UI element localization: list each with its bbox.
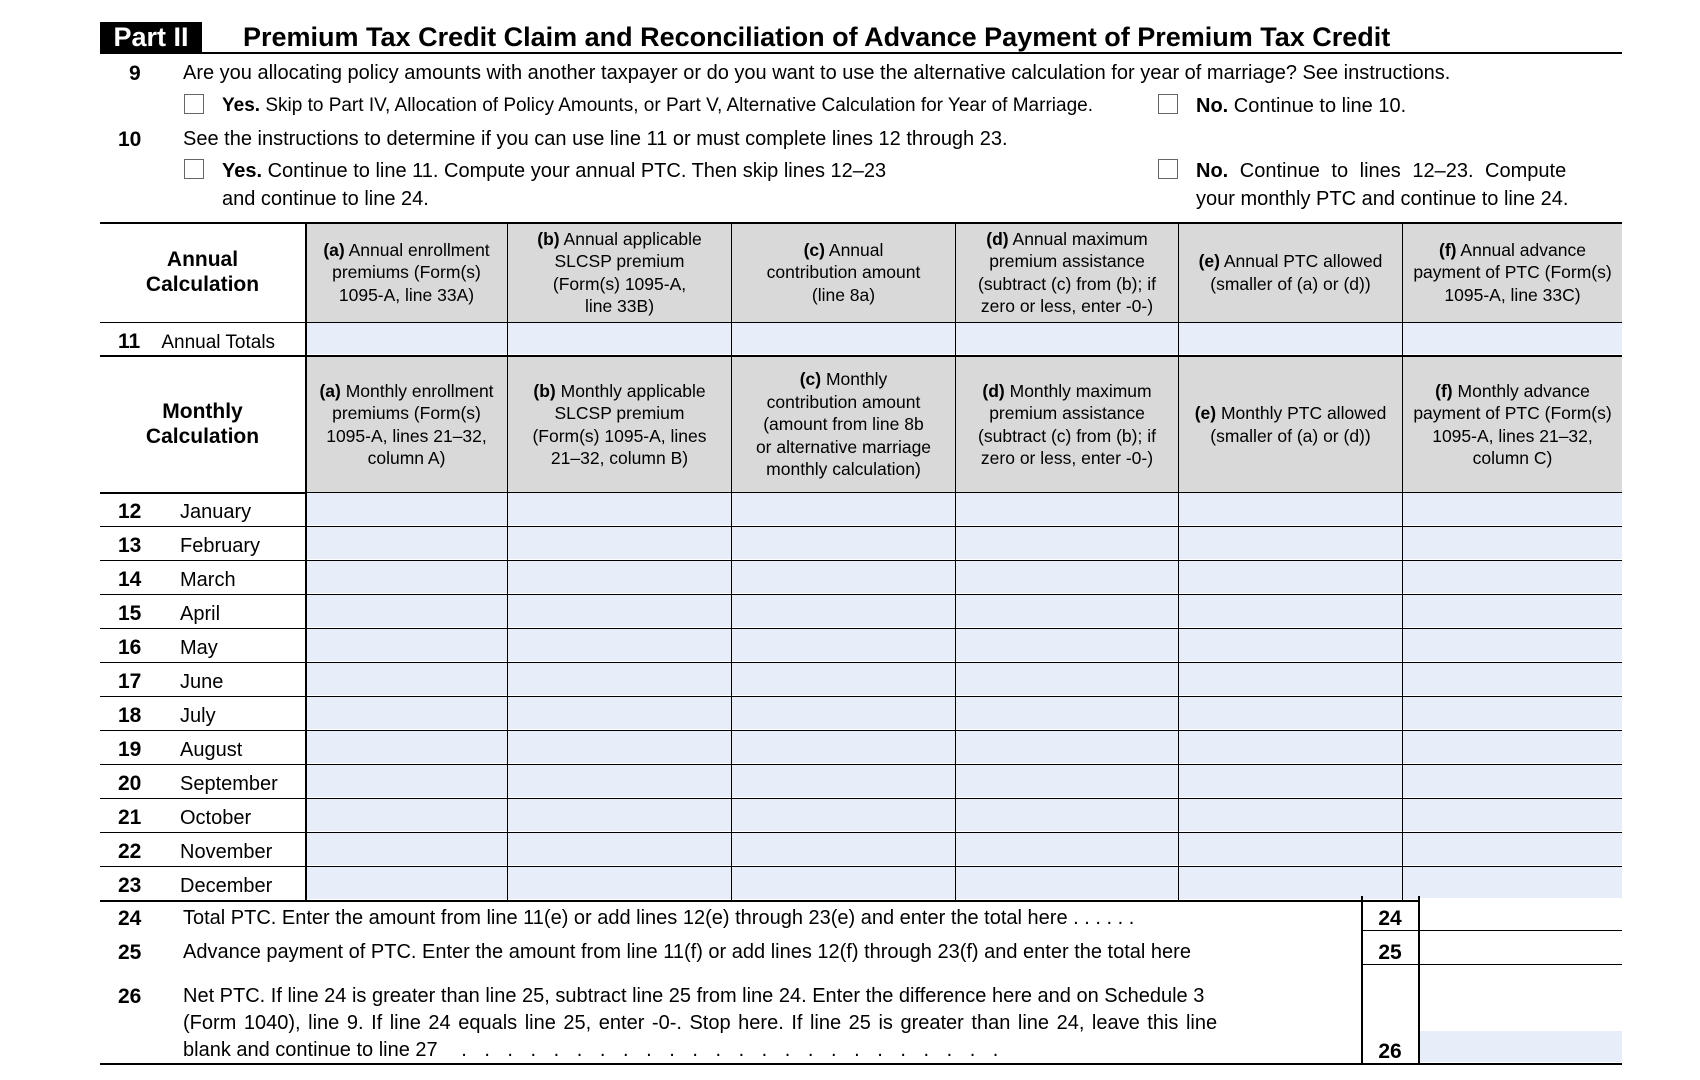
- month-april-field-e[interactable]: [1179, 595, 1402, 627]
- month-march-field-f[interactable]: [1403, 561, 1622, 593]
- annual-column-header-a-line-text: 1095-A, line 33A): [338, 284, 475, 305]
- monthly-column-header-f-line-text: column C): [1472, 448, 1553, 468]
- monthly-column-header-c: [732, 357, 955, 492]
- monthly-column-header-d-text: [978, 380, 1156, 470]
- month-name: April: [180, 603, 221, 625]
- monthly-column-header-f-line-text: Monthly advance: [1457, 380, 1590, 401]
- line-10-no-checkbox[interactable]: [1158, 159, 1178, 179]
- month-row-label: [118, 534, 260, 558]
- monthly-column-header-c-text: [756, 368, 931, 481]
- monthly-column-header-f-line-text: 1095-A, lines 21–32,: [1432, 425, 1593, 446]
- monthly-column-header-c-line-text: (amount from line 8b: [763, 414, 924, 435]
- month-september-field-b[interactable]: [508, 765, 731, 797]
- monthly-column-header-c-line: [756, 458, 931, 481]
- annual-column-header-c-text: [767, 239, 921, 307]
- monthly-column-header-c-line: [756, 368, 931, 391]
- month-august-field-d[interactable]: [956, 731, 1178, 763]
- month-july-field-e[interactable]: [1179, 697, 1402, 729]
- monthly-column-header-a-text: [319, 380, 493, 470]
- annual-column-header-f-line-text: 1095-A, line 33C): [1444, 284, 1581, 305]
- month-january-field-f[interactable]: [1403, 493, 1622, 525]
- month-march-field-e[interactable]: [1179, 561, 1402, 593]
- month-august-field-b[interactable]: [508, 731, 731, 763]
- line-9-no-option: [1196, 95, 1406, 118]
- month-december-field-a[interactable]: [306, 867, 507, 899]
- month-may-field-b[interactable]: [508, 629, 731, 661]
- annual-column-header-c-letter: (c): [803, 239, 825, 260]
- monthly-column-header-c-line: [756, 436, 931, 459]
- monthly-column-header-f-text: [1413, 380, 1611, 470]
- line-10-no-text: Continue to lines 12–23. Compute: [1239, 160, 1567, 182]
- month-row-label: [118, 874, 272, 898]
- month-november-field-b[interactable]: [508, 833, 731, 865]
- line-24-box-label: 24: [1378, 907, 1402, 930]
- month-january-field-b[interactable]: [508, 493, 731, 525]
- line-9-no-label: No.: [1196, 95, 1229, 117]
- monthly-column-header-b-line: [532, 425, 706, 448]
- monthly-column-header-d-line: [978, 380, 1156, 403]
- monthly-column-header-e-line: [1195, 425, 1387, 448]
- month-october-field-b[interactable]: [508, 799, 731, 831]
- annual-column-header-a-line-text: premiums (Form(s): [332, 262, 481, 283]
- line-10-no-label: No.: [1196, 160, 1229, 182]
- annual-column-header-e-line: [1199, 250, 1383, 273]
- month-july-field-b[interactable]: [508, 697, 731, 729]
- monthly-column-header-b-line-text: Monthly applicable: [560, 380, 706, 401]
- month-line-number: 23: [118, 874, 142, 897]
- monthly-column-header-a-line-text: column A): [367, 448, 446, 468]
- annual-column-header-e-letter: (e): [1198, 251, 1220, 271]
- month-march-field-c[interactable]: [732, 561, 955, 593]
- monthly-column-header-b: [508, 357, 731, 492]
- month-february-field-f[interactable]: [1403, 527, 1622, 559]
- annual-column-header-b-line-text: (Form(s) 1095-A,: [552, 273, 687, 294]
- line-9-yes-label: Yes.: [222, 95, 261, 116]
- annual-column-header-d-line-text: Annual maximum: [1012, 228, 1148, 249]
- month-october-field-f[interactable]: [1403, 799, 1622, 831]
- month-row-label: [118, 602, 220, 626]
- month-september-field-c[interactable]: [732, 765, 955, 797]
- line-26-text-2: (Form 1040), line 9. If line 24 equals line 25, enter -0-. Stop here. If line 25 is greater than line 24, leave this line: [183, 1012, 1218, 1034]
- annual-column-header-a-line: [323, 284, 489, 307]
- part-header: [100, 22, 1622, 54]
- month-name: March: [180, 569, 236, 591]
- month-september-field-f[interactable]: [1403, 765, 1622, 797]
- monthly-column-header-e-letter: (e): [1194, 403, 1217, 423]
- annual-column-header-f-line-text: payment of PTC (Form(s): [1413, 262, 1612, 283]
- month-line-number: 21: [118, 806, 142, 829]
- month-december-field-b[interactable]: [508, 867, 731, 899]
- month-name: September: [180, 773, 278, 795]
- annual-column-header-b-line: [537, 295, 701, 318]
- annual-column-header-c-line: [767, 239, 921, 262]
- line-9-question: Are you allocating policy amounts with another taxpayer or do you want to use the alternative calculation for year of marriage? See instructions.: [183, 62, 1451, 84]
- monthly-column-header-a-line: [319, 380, 493, 403]
- month-december-field-c[interactable]: [732, 867, 955, 899]
- line-24-amount-field[interactable]: [1420, 898, 1622, 930]
- annual-column-header-d-text: [978, 228, 1156, 318]
- month-november-field-c[interactable]: [732, 833, 955, 865]
- month-september-field-d[interactable]: [956, 765, 1178, 797]
- line-10-yes-checkbox[interactable]: [184, 159, 204, 179]
- annual-column-header-d-line: [978, 295, 1156, 318]
- annual-column-header-c-line: [767, 284, 921, 307]
- month-may-field-d[interactable]: [956, 629, 1178, 661]
- monthly-column-header-e: [1179, 357, 1402, 492]
- part-label: Part II: [100, 22, 202, 52]
- month-march-field-d[interactable]: [956, 561, 1178, 593]
- month-december-field-e[interactable]: [1179, 867, 1402, 899]
- month-line-number: 22: [118, 840, 142, 863]
- annual-column-header-b-line-text: Annual applicable: [563, 228, 702, 249]
- line-26-number: 26: [118, 985, 142, 1008]
- monthly-column-header-a-letter: (a): [319, 380, 341, 401]
- monthly-column-header-a-line-text: 1095-A, lines 21–32,: [326, 425, 487, 446]
- month-may-field-a[interactable]: [306, 629, 507, 661]
- line-25-amount-field[interactable]: [1420, 932, 1622, 964]
- annual-column-header-d-letter: (d): [986, 228, 1009, 249]
- column-divider-2: [731, 222, 732, 900]
- annual-label-line-2: Calculation: [145, 273, 260, 296]
- month-october-field-c[interactable]: [732, 799, 955, 831]
- month-january-field-c[interactable]: [732, 493, 955, 525]
- monthly-calculation-label: [100, 355, 305, 492]
- monthly-column-header-f-line: [1413, 425, 1611, 448]
- month-september-field-e[interactable]: [1179, 765, 1402, 797]
- line-9-yes-option: [222, 95, 1093, 117]
- monthly-column-header-b-line: [532, 380, 706, 403]
- annual-column-header-d-line: [978, 273, 1156, 296]
- annual-column-header-e-text: [1199, 250, 1383, 295]
- annual-column-header-e-line-text: Annual PTC allowed: [1223, 251, 1383, 271]
- month-october-field-a[interactable]: [306, 799, 507, 831]
- line-10-question: See the instructions to determine if you can use line 11 or must complete lines 12 through 23.: [183, 128, 1008, 150]
- line-26-leader-dots: . . . . . . . . . . . . . . . . . . . . . . . .: [461, 1039, 999, 1061]
- month-february-field-e[interactable]: [1179, 527, 1402, 559]
- monthly-column-header-b-line-text: (Form(s) 1095-A, lines: [532, 425, 707, 446]
- month-october-field-e[interactable]: [1179, 799, 1402, 831]
- column-divider-0: [305, 222, 307, 900]
- month-row-label: [118, 738, 242, 762]
- line-10-yes-label: Yes.: [222, 160, 263, 182]
- annual-column-header-b-line-text: SLCSP premium: [554, 251, 685, 271]
- table-top-rule: [100, 222, 1622, 224]
- month-row-label: [118, 500, 251, 524]
- month-january-field-a[interactable]: [306, 493, 507, 525]
- month-name: July: [180, 705, 216, 727]
- monthly-label-line-1: Monthly: [162, 399, 243, 423]
- month-october-field-d[interactable]: [956, 799, 1178, 831]
- month-row-label: [118, 636, 218, 660]
- monthly-column-header-f-letter: (f): [1435, 380, 1453, 401]
- month-september-field-a[interactable]: [306, 765, 507, 797]
- annual-column-header-d-line-text: (subtract (c) from (b); if: [978, 273, 1156, 294]
- month-line-number: 16: [118, 636, 142, 659]
- annual-column-header-a-letter: (a): [323, 239, 345, 260]
- month-line-number: 18: [118, 704, 142, 727]
- monthly-column-header-e-line-text: (smaller of (a) or (d)): [1210, 425, 1371, 446]
- month-row-label: [118, 704, 216, 728]
- line-9-number: 9: [129, 62, 141, 85]
- annual-column-header-f-line: [1413, 239, 1611, 262]
- monthly-column-header-b-line-text: 21–32, column B): [550, 448, 689, 468]
- annual-column-header-f-letter: (f): [1439, 239, 1457, 260]
- monthly-column-header-c-line-text: monthly calculation): [766, 459, 921, 480]
- line-9-yes-text: Skip to Part IV, Allocation of Policy Amounts, or Part V, Alternative Calculation for Year of Marriage.: [265, 95, 1093, 116]
- annual-column-header-b-line: [537, 273, 701, 296]
- annual-column-header-c: [732, 223, 955, 322]
- line-25-number: 25: [118, 941, 142, 964]
- month-line-number: 20: [118, 772, 142, 795]
- monthly-column-header-c-line: [756, 391, 931, 414]
- month-february-field-a[interactable]: [306, 527, 507, 559]
- monthly-column-header-f-line: [1413, 447, 1611, 470]
- monthly-column-header-c-line-text: contribution amount: [766, 391, 921, 412]
- month-march-field-a[interactable]: [306, 561, 507, 593]
- annual-column-header-c-line: [767, 261, 921, 284]
- part-title: Premium Tax Credit Claim and Reconciliation of Advance Payment of Premium Tax Credit: [243, 22, 1391, 52]
- annual-label-line-1: Annual: [166, 248, 239, 271]
- annual-column-header-c-line-text: contribution amount: [766, 262, 921, 283]
- monthly-column-header-b-line-text: SLCSP premium: [554, 403, 685, 423]
- month-june-field-c[interactable]: [732, 663, 955, 695]
- monthly-column-header-f-line: [1413, 380, 1611, 403]
- line-9-no-checkbox[interactable]: [1158, 94, 1178, 114]
- month-july-field-c[interactable]: [732, 697, 955, 729]
- month-name: May: [180, 637, 218, 659]
- month-april-field-a[interactable]: [306, 595, 507, 627]
- monthly-column-header-d-line-text: Monthly maximum: [1009, 380, 1152, 401]
- annual-column-header-a: [306, 223, 507, 322]
- month-line-number: 19: [118, 738, 142, 761]
- line-10-yes-text: Continue to line 11. Compute your annual PTC. Then skip lines 12–23: [267, 160, 887, 182]
- month-july-field-a[interactable]: [306, 697, 507, 729]
- month-july-field-d[interactable]: [956, 697, 1178, 729]
- line-24-number: 24: [118, 907, 142, 930]
- annual-column-header-a-text: [323, 239, 489, 307]
- month-name: December: [180, 875, 273, 897]
- monthly-column-header-b-letter: (b): [533, 380, 556, 401]
- line-11-number: 11: [118, 330, 141, 353]
- line-10-yes-option: [222, 160, 886, 183]
- month-april-field-b[interactable]: [508, 595, 731, 627]
- line-9-no-text: Continue to line 10.: [1233, 95, 1407, 117]
- annual-column-header-b: [508, 223, 731, 322]
- month-november-field-f[interactable]: [1403, 833, 1622, 865]
- annual-column-header-d-line-text: premium assistance: [989, 251, 1145, 271]
- month-june-field-d[interactable]: [956, 663, 1178, 695]
- month-name: November: [180, 841, 273, 863]
- monthly-column-header-d: [956, 357, 1178, 492]
- monthly-column-header-a-line: [319, 402, 493, 425]
- monthly-column-header-f-line-text: payment of PTC (Form(s): [1413, 403, 1612, 423]
- monthly-column-header-c-letter: (c): [799, 369, 822, 390]
- line-24-box-underline: [1361, 930, 1622, 931]
- line-11-field-f[interactable]: [1403, 323, 1622, 354]
- annual-column-header-f-text: [1413, 239, 1611, 307]
- annual-column-header-f-line-text: Annual advance: [1460, 239, 1586, 260]
- annual-calculation-label: [100, 222, 305, 322]
- annual-column-header-d-line: [978, 250, 1156, 273]
- month-may-field-c[interactable]: [732, 629, 955, 661]
- monthly-column-header-d-line: [978, 425, 1156, 448]
- monthly-column-header-e-line-text: Monthly PTC allowed: [1220, 403, 1387, 423]
- monthly-column-header-d-letter: (d): [982, 380, 1005, 401]
- month-december-field-f[interactable]: [1403, 867, 1622, 899]
- line-10-yes-text-continued: and continue to line 24.: [222, 188, 429, 210]
- monthly-column-header-c-line: [756, 413, 931, 436]
- month-row-label: [118, 568, 236, 592]
- annual-column-header-b-line-text: line 33B): [584, 296, 655, 316]
- line-26-text-3: [183, 1039, 998, 1062]
- monthly-column-header-a: [306, 357, 507, 492]
- column-divider-3: [955, 222, 956, 900]
- annual-column-header-a-line-text: Annual enrollment: [348, 239, 490, 260]
- month-january-field-d[interactable]: [956, 493, 1178, 525]
- monthly-column-header-f: [1403, 357, 1622, 492]
- month-june-field-e[interactable]: [1179, 663, 1402, 695]
- monthly-column-header-a-line-text: Monthly enrollment: [345, 380, 494, 401]
- month-may-field-e[interactable]: [1179, 629, 1402, 661]
- line-10-no-option: [1196, 160, 1566, 183]
- line-10-no-text-continued: your monthly PTC and continue to line 24.: [1196, 188, 1569, 210]
- annual-column-header-d-line-text: zero or less, enter -0-): [980, 296, 1154, 316]
- line-26-amount-field[interactable]: [1420, 1031, 1622, 1062]
- month-row-label: [118, 670, 223, 694]
- month-april-field-d[interactable]: [956, 595, 1178, 627]
- month-december-field-d[interactable]: [956, 867, 1178, 899]
- monthly-column-header-d-line: [978, 447, 1156, 470]
- month-row-label: [118, 840, 272, 864]
- monthly-label-line-2: Calculation: [145, 424, 260, 448]
- month-august-field-a[interactable]: [306, 731, 507, 763]
- month-april-field-c[interactable]: [732, 595, 955, 627]
- month-june-field-a[interactable]: [306, 663, 507, 695]
- annual-column-header-d: [956, 223, 1178, 322]
- monthly-column-header-a-line: [319, 425, 493, 448]
- monthly-column-header-b-line: [532, 447, 706, 470]
- month-row-label: [118, 772, 278, 796]
- line-11-field-a[interactable]: [306, 323, 507, 354]
- month-august-field-e[interactable]: [1179, 731, 1402, 763]
- line-26-box-label: 26: [1378, 1040, 1402, 1063]
- month-april-field-f[interactable]: [1403, 595, 1622, 627]
- monthly-column-header-c-line-text: or alternative marriage: [755, 436, 932, 457]
- annual-column-header-e-line: [1199, 273, 1383, 296]
- monthly-column-header-d-line: [978, 402, 1156, 425]
- month-november-field-e[interactable]: [1179, 833, 1402, 865]
- monthly-column-header-c-line-text: Monthly: [825, 369, 888, 390]
- annual-column-header-b-line: [537, 250, 701, 273]
- annual-column-header-b-text: [537, 228, 701, 318]
- monthly-column-header-f-line: [1413, 402, 1611, 425]
- month-november-field-d[interactable]: [956, 833, 1178, 865]
- monthly-column-header-a-line: [319, 447, 493, 470]
- annual-column-header-d-line: [978, 228, 1156, 251]
- month-name: June: [180, 671, 224, 693]
- monthly-column-header-b-text: [532, 380, 706, 470]
- month-january-field-e[interactable]: [1179, 493, 1402, 525]
- month-name: January: [180, 501, 252, 523]
- annual-column-header-e: [1179, 223, 1402, 322]
- line-11-text: Annual Totals: [161, 332, 276, 353]
- line-25-box-underline: [1361, 964, 1622, 965]
- month-line-number: 13: [118, 534, 142, 557]
- line-26-description-end: blank and continue to line 27: [183, 1039, 438, 1061]
- monthly-column-header-a-line-text: premiums (Form(s): [332, 403, 481, 423]
- month-november-field-a[interactable]: [306, 833, 507, 865]
- month-line-number: 12: [118, 500, 142, 523]
- form-bottom-rule: [100, 1063, 1622, 1065]
- annual-column-header-b-letter: (b): [537, 228, 560, 249]
- annual-column-header-e-line-text: (smaller of (a) or (d)): [1210, 273, 1371, 294]
- column-divider-4: [1178, 222, 1179, 900]
- month-may-field-f[interactable]: [1403, 629, 1622, 661]
- month-name: October: [180, 807, 252, 829]
- annual-column-header-a-line: [323, 261, 489, 284]
- monthly-column-header-d-line-text: premium assistance: [989, 403, 1145, 423]
- line-11-label: [118, 330, 275, 354]
- month-line-number: 17: [118, 670, 142, 693]
- annual-column-header-c-line-text: (line 8a): [811, 284, 876, 305]
- line-25-text: Advance payment of PTC. Enter the amount from line 11(f) or add lines 12(f) through 23(f) and enter the total here: [183, 941, 1191, 963]
- line-9-yes-checkbox[interactable]: [184, 94, 204, 114]
- line-24-text: [183, 907, 1134, 930]
- month-row-label: [118, 806, 251, 830]
- month-name: February: [180, 535, 261, 557]
- month-march-field-b[interactable]: [508, 561, 731, 593]
- line-24-description: Total PTC. Enter the amount from line 11(e) or add lines 12(e) through 23(e) and enter the total here: [183, 907, 1068, 929]
- month-name: August: [180, 739, 243, 761]
- monthly-column-header-b-line: [532, 402, 706, 425]
- line-11-field-d[interactable]: [956, 323, 1178, 354]
- column-divider-1: [507, 222, 508, 900]
- line-24-leader-dots: . . . . . .: [1073, 907, 1135, 929]
- monthly-column-header-d-line-text: zero or less, enter -0-): [980, 448, 1154, 468]
- monthly-column-header-e-text: [1195, 402, 1387, 447]
- column-divider-5: [1402, 222, 1403, 900]
- annual-column-header-f: [1403, 223, 1622, 322]
- month-line-number: 15: [118, 602, 142, 625]
- monthly-column-header-e-line: [1195, 402, 1387, 425]
- month-february-field-d[interactable]: [956, 527, 1178, 559]
- month-august-field-c[interactable]: [732, 731, 955, 763]
- month-february-field-c[interactable]: [732, 527, 955, 559]
- annual-column-header-c-line-text: Annual: [828, 239, 884, 260]
- line-11-field-b[interactable]: [508, 323, 731, 354]
- line-11-field-e[interactable]: [1179, 323, 1402, 354]
- annual-column-header-f-line: [1413, 284, 1611, 307]
- table-bottom-rule: [100, 900, 1622, 902]
- month-february-field-b[interactable]: [508, 527, 731, 559]
- line-10-number: 10: [118, 128, 142, 151]
- month-june-field-b[interactable]: [508, 663, 731, 695]
- monthly-column-header-d-line-text: (subtract (c) from (b); if: [978, 425, 1156, 446]
- month-july-field-f[interactable]: [1403, 697, 1622, 729]
- month-june-field-f[interactable]: [1403, 663, 1622, 695]
- annual-column-header-a-line: [323, 239, 489, 262]
- month-august-field-f[interactable]: [1403, 731, 1622, 763]
- line-26-amount-field-upper[interactable]: [1420, 966, 1622, 1029]
- annual-column-header-b-line: [537, 228, 701, 251]
- month-line-number: 14: [118, 568, 142, 591]
- annual-column-header-f-line: [1413, 261, 1611, 284]
- line-11-field-c[interactable]: [732, 323, 955, 354]
- line-25-box-label: 25: [1378, 941, 1402, 964]
- line-26-text-1: Net PTC. If line 24 is greater than line 25, subtract line 25 from line 24. Enter the difference here and on Schedule 3: [183, 985, 1205, 1007]
